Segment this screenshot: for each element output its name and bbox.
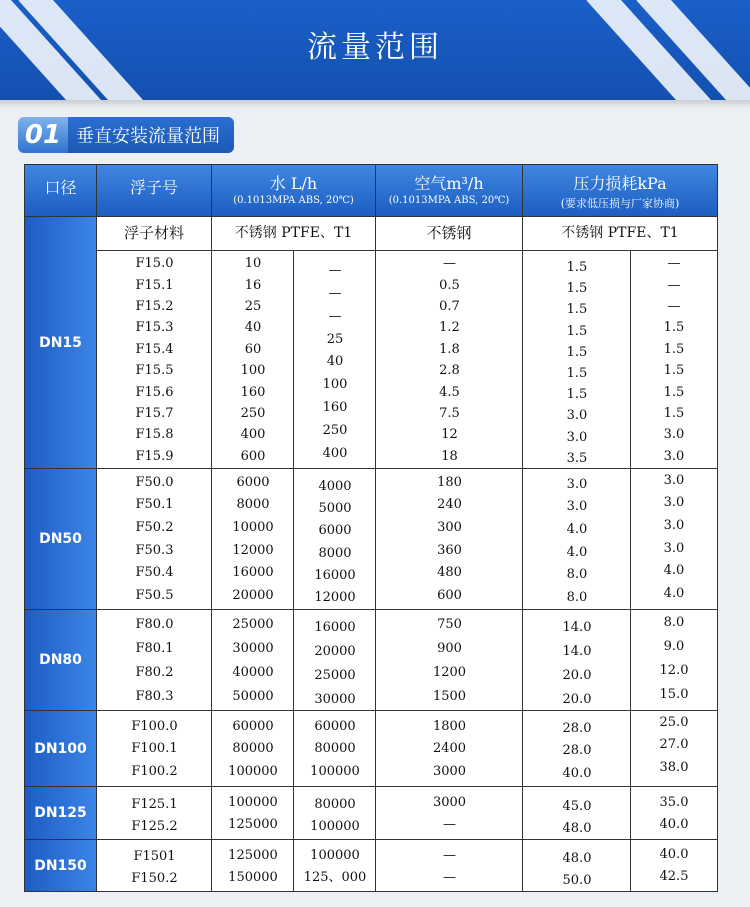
pressure-ss-value: 8.0 — [566, 590, 588, 606]
water-ptfe-value: 16000 — [314, 619, 356, 635]
pressure-ss-value: 3.0 — [566, 408, 588, 424]
pressure-ss-value: 4.0 — [566, 544, 588, 560]
air-value: 0.5 — [439, 277, 460, 293]
float-number: F15.1 — [135, 277, 174, 293]
float-list — [97, 612, 212, 708]
float-number: F15.8 — [135, 427, 174, 443]
pressure-ptfe-value: 38.0 — [659, 760, 689, 776]
float-number: F15.4 — [135, 341, 174, 357]
water-ss-value: 10000 — [232, 520, 274, 536]
air-value: — — [443, 256, 456, 272]
dn-label: DN150 — [25, 840, 97, 891]
pressure-ptfe-value: 35.0 — [659, 794, 689, 810]
pressure-ss-value: 1.5 — [566, 281, 588, 297]
water-ptfe-value: 100000 — [310, 764, 360, 780]
float-number: F15.3 — [135, 320, 174, 336]
pressure-ptfe-value: 27.0 — [659, 737, 689, 753]
pressure-ss-value: 40.0 — [562, 766, 592, 782]
pressure-ss-value: 48.0 — [562, 850, 592, 866]
pressure-ptfe-list — [631, 711, 717, 779]
pressure-ss-value: 20.0 — [562, 691, 592, 707]
water-ptfe-value: — — [328, 262, 342, 278]
air-list — [376, 612, 523, 708]
water-ptfe-value: 6000 — [318, 523, 352, 539]
pressure-ss-value: 4.0 — [566, 522, 588, 538]
air-value: 1200 — [432, 664, 467, 680]
pressure-ss-value: 1.5 — [566, 387, 588, 403]
pressure-ptfe-list — [631, 469, 717, 605]
water-ss-list — [212, 612, 294, 708]
air-value: 0.7 — [439, 298, 460, 314]
dn-label: DN100 — [25, 711, 97, 787]
float-number: F15.5 — [135, 363, 174, 379]
water-ss-value: 40000 — [232, 664, 274, 680]
pressure-ptfe-value: 1.5 — [663, 320, 685, 336]
air-value: 480 — [437, 565, 462, 581]
pressure-ss-value: 14.0 — [562, 619, 592, 635]
water-ss-value: 10 — [244, 256, 262, 272]
float-list — [97, 793, 212, 837]
pressure-ptfe-value: — — [667, 298, 681, 314]
section-number: 01 — [18, 117, 68, 153]
water-ss-list — [212, 844, 294, 888]
flow-range-table — [24, 164, 718, 892]
water-ss-value: 8000 — [236, 497, 270, 513]
air-list — [376, 715, 523, 783]
air-value: 1800 — [432, 718, 467, 734]
float-number: F1501 — [133, 848, 176, 864]
pressure-ptfe-list — [631, 253, 717, 467]
float-number: F50.4 — [135, 565, 174, 581]
float-list — [97, 715, 212, 783]
air-value: 1500 — [432, 688, 467, 704]
pressure-ss-value: 1.5 — [566, 323, 588, 339]
float-list — [97, 471, 212, 607]
pressure-ss-value: 3.5 — [566, 450, 588, 466]
pressure-ptfe-value: 4.0 — [663, 586, 685, 602]
water-ptfe-value: 400 — [322, 445, 348, 461]
air-value: 2.8 — [439, 363, 460, 379]
air-list — [376, 253, 523, 467]
pressure-ss-list — [523, 717, 631, 785]
water-ptfe-value: 25 — [326, 331, 344, 347]
pressure-ptfe-value: 3.0 — [663, 427, 685, 443]
water-ss-value: 25 — [244, 298, 262, 314]
header-water — [212, 165, 376, 217]
pressure-ss-value: 8.0 — [566, 567, 588, 583]
water-ss-list — [212, 253, 294, 467]
water-ptfe-value: 4000 — [318, 478, 352, 494]
float-number: F15.6 — [135, 384, 174, 400]
pressure-ss-value: 14.0 — [562, 643, 592, 659]
pressure-ss-value: 1.5 — [566, 302, 588, 318]
pressure-ptfe-value: — — [667, 256, 681, 272]
water-ptfe-value: 250 — [322, 423, 348, 439]
float-number: F100.1 — [131, 741, 178, 757]
header-caliber-label: 口径 — [44, 178, 77, 197]
pressure-ss-list — [523, 847, 631, 891]
dn-label: DN125 — [25, 787, 97, 840]
air-value: 750 — [437, 616, 462, 632]
float-number: F80.1 — [135, 640, 174, 656]
float-number: F100.0 — [131, 718, 178, 734]
air-value: 240 — [437, 497, 462, 513]
pressure-ss-value: 50.0 — [562, 872, 592, 888]
float-list — [97, 253, 212, 467]
water-ss-list — [212, 715, 294, 783]
water-ss-list — [212, 471, 294, 607]
float-number: F15.7 — [135, 405, 174, 421]
dn-label: DN50 — [25, 469, 97, 610]
float-number: F50.3 — [135, 542, 174, 558]
pressure-ptfe-value: 3.0 — [663, 472, 685, 488]
header-caliber — [25, 165, 97, 217]
water-ptfe-value: 16000 — [314, 567, 356, 583]
pressure-ptfe-value: 1.5 — [663, 363, 685, 379]
header-water-label: 水 L/h — [269, 174, 318, 193]
pressure-ptfe-value: 42.5 — [659, 868, 689, 884]
air-value: 180 — [437, 474, 462, 490]
float-number: F15.0 — [135, 256, 174, 272]
water-ss-value: 40 — [244, 320, 262, 336]
float-number: F50.0 — [135, 474, 174, 490]
air-material-label: 不锈钢 — [376, 217, 523, 251]
float-number: F80.3 — [135, 688, 174, 704]
air-value: 3000 — [432, 764, 467, 780]
air-list — [376, 791, 523, 835]
water-ptfe-value: 8000 — [318, 545, 352, 561]
air-value: 1.2 — [439, 320, 460, 336]
pressure-ss-list — [523, 257, 631, 469]
float-material-label: 浮子材料 — [97, 217, 212, 251]
water-ptfe-list — [294, 259, 376, 465]
air-value: 7.5 — [439, 405, 460, 421]
water-ptfe-value: 12000 — [314, 590, 356, 606]
water-ptfe-list — [294, 615, 376, 711]
water-ptfe-list — [294, 793, 376, 837]
header-pressure-sub: (要求低压损与厂家协商) — [560, 197, 680, 210]
water-ss-value: 250 — [240, 405, 266, 421]
float-number: F15.9 — [135, 448, 174, 464]
header-air-label: 空气m³/h — [414, 174, 484, 193]
water-ptfe-value: 80000 — [314, 796, 356, 812]
pressure-ptfe-value: 40.0 — [659, 816, 689, 832]
section-title: 垂直安装流量范围 — [68, 117, 234, 153]
pressure-ptfe-value: 9.0 — [663, 638, 685, 654]
water-ss-value: 16000 — [232, 565, 274, 581]
pressure-ss-list — [523, 795, 631, 839]
water-ss-value: 30000 — [232, 640, 274, 656]
water-ss-value: 20000 — [232, 588, 274, 604]
water-ss-value: 125000 — [228, 847, 278, 863]
banner-shadow — [0, 100, 750, 108]
water-ptfe-value: 125、000 — [303, 869, 367, 885]
pressure-material-label: 不锈钢 PTFE、T1 — [523, 217, 717, 251]
float-list — [97, 845, 212, 889]
pressure-ss-value: 3.0 — [566, 499, 588, 515]
dn-label: DN80 — [25, 610, 97, 711]
water-ptfe-value: — — [328, 285, 342, 301]
float-number: F15.2 — [135, 298, 174, 314]
float-number: F125.2 — [131, 818, 178, 834]
water-ptfe-value: 40 — [326, 354, 344, 370]
air-value: 3000 — [432, 794, 467, 810]
float-number: F50.1 — [135, 497, 174, 513]
banner — [0, 0, 750, 100]
pressure-ss-value: 1.5 — [566, 344, 588, 360]
air-value: — — [443, 816, 456, 832]
air-value: 300 — [437, 520, 462, 536]
banner-title: 流量范围 — [307, 30, 443, 65]
pressure-ss-value: 28.0 — [562, 720, 592, 736]
pressure-ptfe-value: 4.0 — [663, 563, 685, 579]
pressure-ss-value: 45.0 — [562, 798, 592, 814]
header-air-sub: (0.1013MPA ABS, 20℃) — [388, 195, 510, 206]
water-ss-value: 100000 — [228, 794, 278, 810]
pressure-ss-value: 48.0 — [562, 820, 592, 836]
float-number: F80.0 — [135, 616, 174, 632]
pressure-ss-value: 3.0 — [566, 429, 588, 445]
water-ptfe-value: 160 — [322, 400, 348, 416]
pressure-ptfe-value: 3.0 — [663, 495, 685, 511]
pressure-ptfe-value: 1.5 — [663, 405, 685, 421]
water-material-label: 不锈钢 PTFE、T1 — [212, 217, 376, 251]
air-value: 900 — [437, 640, 462, 656]
air-value: 12 — [441, 427, 458, 443]
water-ptfe-value: 20000 — [314, 643, 356, 659]
pressure-ss-value: 28.0 — [562, 743, 592, 759]
water-ss-value: 150000 — [228, 869, 278, 885]
water-ptfe-value: 5000 — [318, 500, 352, 516]
water-ss-value: 600 — [240, 448, 266, 464]
pressure-ptfe-value: 1.5 — [663, 384, 685, 400]
water-ss-value: 60 — [244, 341, 262, 357]
water-ss-value: 125000 — [228, 816, 278, 832]
pressure-ptfe-value: 3.0 — [663, 448, 685, 464]
water-ptfe-value: — — [328, 308, 342, 324]
water-ss-value: 100000 — [228, 764, 278, 780]
water-ptfe-value: 25000 — [314, 667, 356, 683]
water-ss-value: 160 — [240, 384, 266, 400]
water-ss-value: 25000 — [232, 616, 274, 632]
air-value: 360 — [437, 542, 462, 558]
water-ptfe-value: 60000 — [314, 718, 356, 734]
header-float-label: 浮子号 — [129, 178, 178, 197]
pressure-ptfe-list — [631, 791, 717, 835]
water-ptfe-value: 80000 — [314, 741, 356, 757]
water-ss-value: 16 — [244, 277, 262, 293]
water-ss-value: 12000 — [232, 542, 274, 558]
water-ptfe-list — [294, 844, 376, 888]
water-ss-value: 50000 — [232, 688, 274, 704]
header-pressure-label: 压力损耗kPa — [573, 174, 667, 193]
air-list — [376, 844, 523, 888]
water-ss-value: 80000 — [232, 741, 274, 757]
pressure-ss-list — [523, 473, 631, 609]
header-air — [376, 165, 523, 217]
pressure-ss-value: 20.0 — [562, 667, 592, 683]
water-ptfe-list — [294, 475, 376, 609]
pressure-ss-list — [523, 615, 631, 711]
float-number: F125.1 — [131, 796, 178, 812]
float-number: F100.2 — [131, 764, 178, 780]
water-ss-list — [212, 791, 294, 835]
pressure-ss-value: 1.5 — [566, 260, 588, 276]
pressure-ss-value: 1.5 — [566, 366, 588, 382]
pressure-ptfe-value: 1.5 — [663, 341, 685, 357]
dn-label: DN15 — [25, 217, 97, 469]
water-ss-value: 100 — [240, 363, 266, 379]
pressure-ptfe-value: 40.0 — [659, 846, 689, 862]
air-value: — — [443, 847, 456, 863]
header-water-sub: (0.1013MPA ABS, 20℃) — [233, 195, 354, 206]
water-ptfe-list — [294, 715, 376, 783]
water-ss-value: 60000 — [232, 718, 274, 734]
pressure-ptfe-list — [631, 843, 717, 887]
header-pressure — [523, 165, 717, 217]
air-value: 2400 — [432, 741, 467, 757]
pressure-ptfe-value: 3.0 — [663, 518, 685, 534]
pressure-ptfe-list — [631, 610, 717, 706]
float-number: F50.2 — [135, 520, 174, 536]
pressure-ss-value: 3.0 — [566, 476, 588, 492]
air-value: — — [443, 869, 456, 885]
pressure-ptfe-value: 8.0 — [663, 614, 685, 630]
pressure-ptfe-value: 12.0 — [659, 662, 689, 678]
water-ptfe-value: 30000 — [314, 691, 356, 707]
water-ptfe-value: 100000 — [310, 818, 360, 834]
air-value: 4.5 — [439, 384, 460, 400]
pressure-ptfe-value: 3.0 — [663, 540, 685, 556]
section-heading — [18, 116, 234, 154]
water-ptfe-value: 100000 — [310, 847, 360, 863]
pressure-ptfe-value: 25.0 — [659, 714, 689, 730]
water-ptfe-value: 100 — [322, 377, 348, 393]
water-ss-value: 400 — [240, 427, 266, 443]
air-value: 18 — [441, 448, 458, 464]
water-ss-value: 6000 — [236, 474, 270, 490]
float-number: F80.2 — [135, 664, 174, 680]
air-value: 1.8 — [439, 341, 460, 357]
air-list — [376, 471, 523, 607]
air-value: 600 — [437, 588, 462, 604]
float-number: F50.5 — [135, 588, 174, 604]
float-number: F150.2 — [131, 870, 178, 886]
header-float — [97, 165, 212, 217]
pressure-ptfe-value: 15.0 — [659, 686, 689, 702]
pressure-ptfe-value: — — [667, 277, 681, 293]
